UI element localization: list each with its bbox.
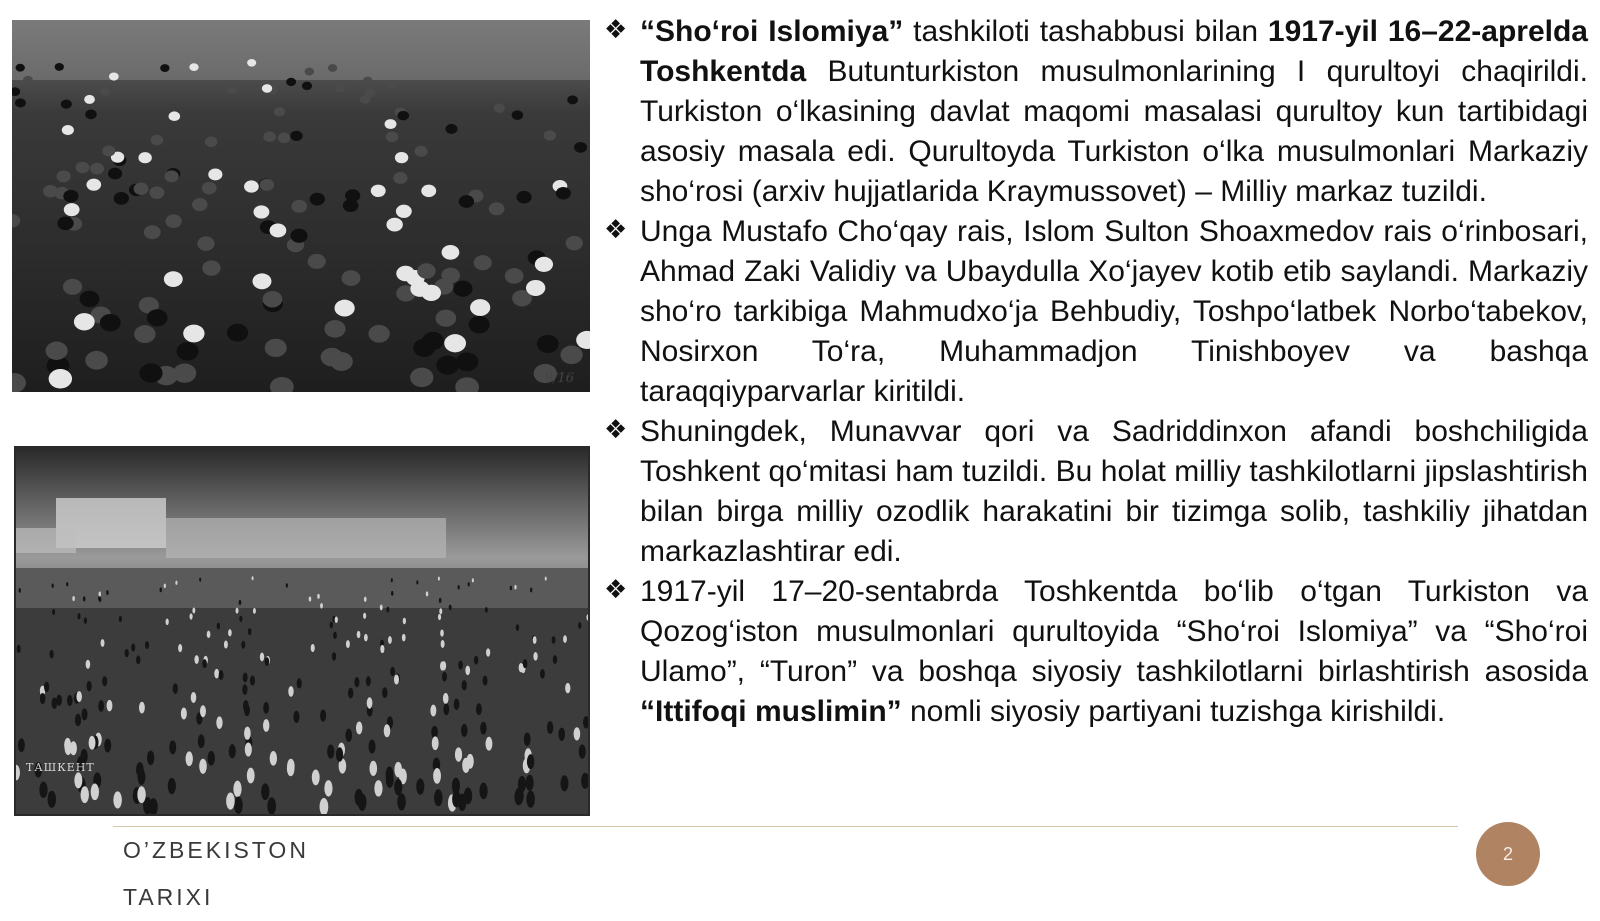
bullet-text — [640, 412, 1588, 572]
photo-caption-bottom: ТАШКЕНТ — [26, 761, 95, 774]
bold-phrase: “Ittifoqi muslimin” — [640, 695, 902, 728]
bullet-item — [604, 212, 1588, 412]
square-photo-image — [16, 448, 588, 814]
text-run: Unga Mustafo Cho‘qay rais, Islom Sulton Shoaxmedov rais o‘rinbosari, Ahmad Zaki Validiy va Ubaydulla Xo‘jayev kotib etib saylandi. Markaziy sho‘ro tarkibiga Mahmudxo‘ja Behbudiy, Toshpo‘latbek Norbo‘tabekov, Nosirxon To‘ra, Muhammadjon Tinishboyev va bashqa taraqqiyparvarlar kiritildi. — [640, 215, 1588, 408]
footer-title-line1: O’ZBEKISTON — [123, 837, 309, 863]
footer-title — [123, 827, 423, 921]
bullet-text — [640, 212, 1588, 412]
bullet-text — [640, 572, 1588, 732]
page-number-badge: 2 — [1476, 822, 1540, 886]
bullet-diamond-icon: ❖ — [604, 14, 628, 44]
photo-crowd-meeting — [12, 20, 590, 392]
photo-square-gathering — [14, 446, 590, 816]
bullet-diamond-icon: ❖ — [604, 414, 628, 444]
crowd-photo-image — [12, 20, 590, 392]
photo-caption-top: 9/16 — [544, 371, 574, 386]
bullet-item — [604, 572, 1588, 732]
footer-title-line2: TARIXI — [123, 884, 214, 910]
slide-body-text — [604, 12, 1588, 732]
bullet-item — [604, 412, 1588, 572]
bold-phrase: “Sho‘roi Islomiya” — [640, 15, 904, 48]
text-run: Butunturkiston musulmonlarining I qurultoyi chaqirildi. Turkiston o‘lkasining davlat maqomi masalasi qurultoy kun tartibidagi asosiy masala edi. Qurultoyda Turkiston o‘lka musulmonlari Markaziy sho‘rosi (arxiv hujjatlarida Kraymussovet) – Milliy markaz tuzildi. — [640, 55, 1588, 208]
text-run: tashkiloti tashabbusi bilan — [903, 15, 1268, 48]
bullet-diamond-icon: ❖ — [604, 574, 628, 604]
bold-phrase: 1917-yil 16–22-aprelda Toshkentda — [640, 15, 1588, 88]
text-run: nomli siyosiy partiyani tuzishga kirishildi. — [901, 695, 1446, 728]
bullet-diamond-icon: ❖ — [604, 214, 628, 244]
text-run: 1917-yil 17–20-sentabrda Toshkentda bo‘lib o‘tgan Turkiston va Qozog‘iston musulmonlari qurultoyida “Sho‘roi Islomiya” va “Sho‘roi Ulamo”, “Turon” va boshqa siyosiy tashkilotlarni birlashtirish asosida — [640, 575, 1588, 688]
bullet-item — [604, 12, 1588, 212]
bullet-text — [640, 12, 1588, 212]
text-run: Shuningdek, Munavvar qori va Sadriddinxon afandi boshchiligida Toshkent qo‘mitasi ham tuzildi. Bu holat milliy tashkilotlarni jipslashtirish bilan birga milliy ozodlik harakatini bir tizimga solib, tashkiliy jihatdan markazlashtirar edi. — [640, 415, 1588, 568]
